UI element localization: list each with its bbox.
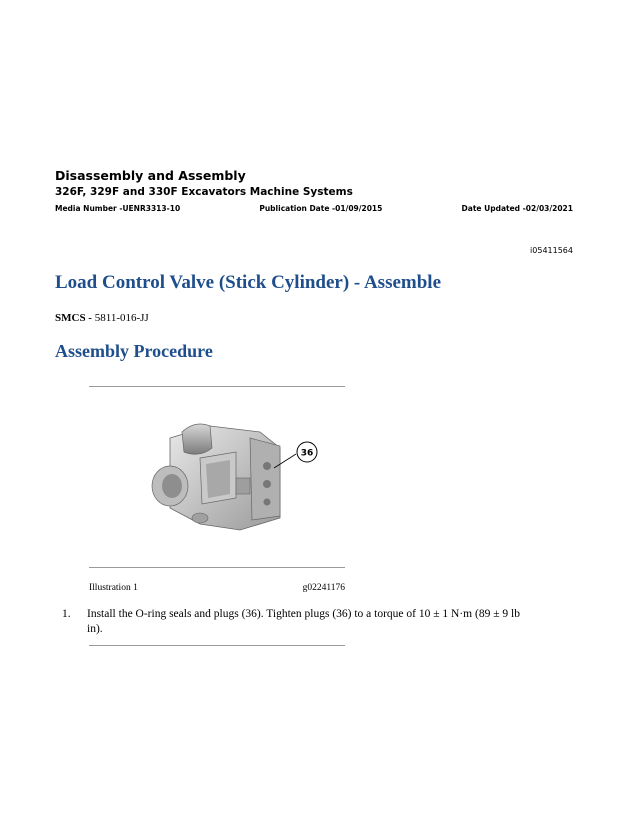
graphic-id: g02241176	[302, 583, 345, 593]
step-text: Install the O-ring seals and plugs (36). Tighten plugs (36) to a torque of 10 ± 1 N·m (89 ± 9 lb in).	[87, 608, 520, 635]
step-divider	[89, 645, 345, 646]
publication-date: Publication Date -01/09/2015	[259, 204, 383, 213]
smcs-code	[55, 312, 149, 324]
callout-number: 36	[300, 448, 314, 459]
meta-row	[55, 204, 573, 213]
smcs-label: SMCS -	[55, 312, 95, 324]
figure-caption	[89, 583, 345, 593]
illustration-label: Illustration 1	[89, 583, 138, 593]
figure-top-divider	[89, 386, 345, 387]
step-number: 1.	[62, 608, 71, 620]
document-title: Disassembly and Assembly	[55, 168, 246, 183]
procedure-step	[62, 607, 532, 637]
media-number: Media Number -UENR3313-10	[55, 204, 181, 213]
date-updated: Date Updated -02/03/2021	[461, 204, 573, 213]
document-id: i05411564	[530, 246, 573, 255]
figure-bottom-divider	[89, 567, 345, 568]
document-subtitle: 326F, 329F and 330F Excavators Machine Systems	[55, 186, 353, 198]
valve-illustration	[140, 408, 330, 548]
document-header	[55, 168, 575, 213]
section-title: Assembly Procedure	[55, 341, 213, 361]
smcs-value: 5811-016-JJ	[94, 312, 149, 324]
page-title: Load Control Valve (Stick Cylinder) - Assemble	[55, 272, 442, 293]
